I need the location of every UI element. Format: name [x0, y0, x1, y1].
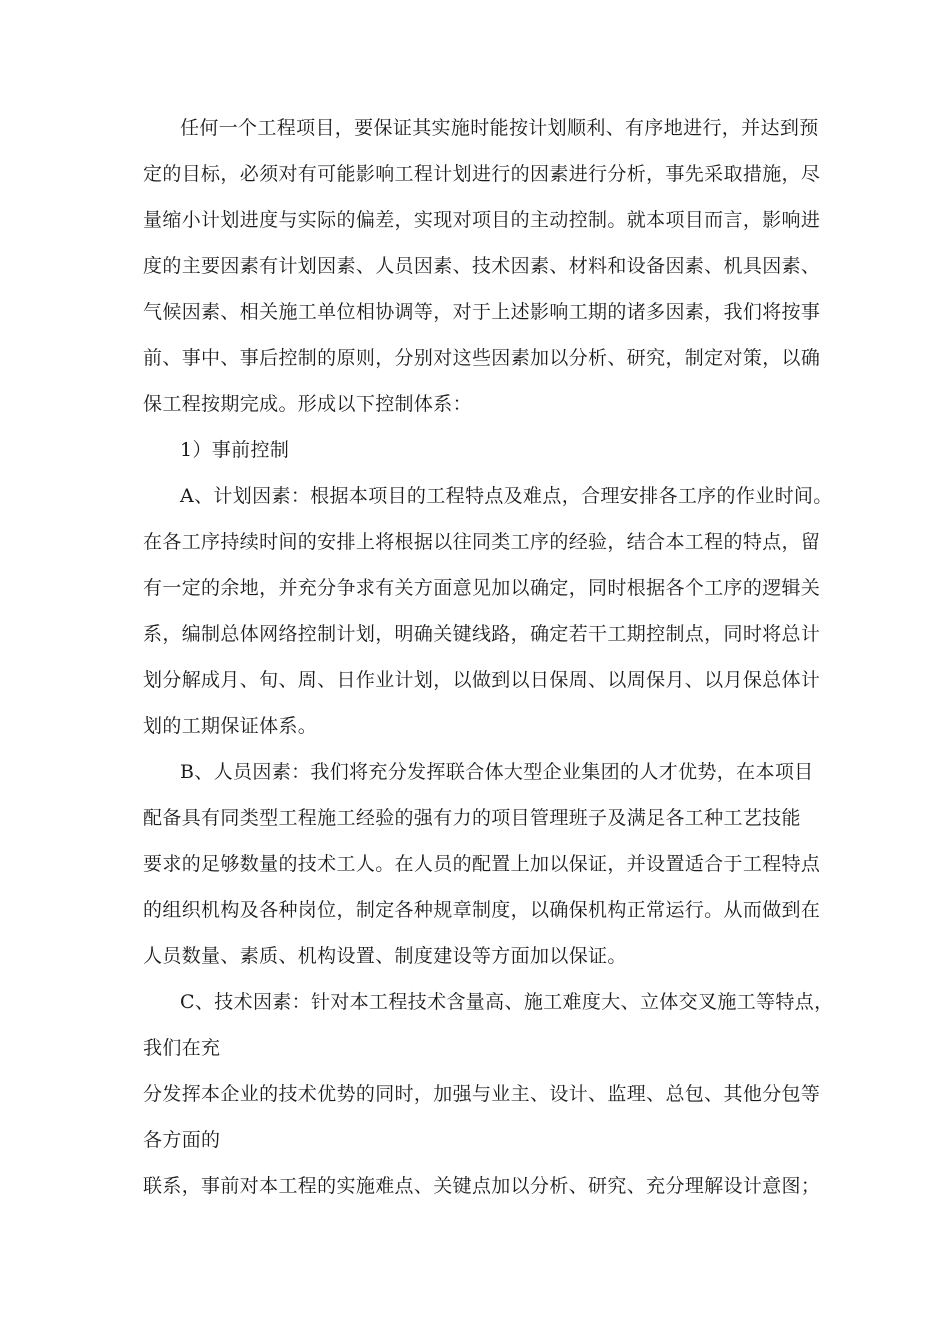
paragraph-1-line-2: 定的目标，必须对有可能影响工程计划进行的因素进行分析，事先采取措施，尽 — [143, 163, 821, 185]
paragraph-c-line-4: 各方面的 — [143, 1129, 221, 1151]
paragraph-a-line-4: 系，编制总体网络控制计划，明确关键线路，确定若干工期控制点，同时将总计 — [143, 623, 821, 645]
paragraph-c-line-3: 分发挥本企业的技术优势的同时，加强与业主、设计、监理、总包、其他分包等 — [143, 1083, 821, 1105]
paragraph-a-line-3: 有一定的余地，并充分争求有关方面意见加以确定，同时根据各个工序的逻辑关 — [143, 577, 821, 599]
paragraph-b-line-3: 要求的足够数量的技术工人。在人员的配置上加以保证，并设置适合于工程特点 — [143, 853, 821, 875]
paragraph-a-line-6: 划的工期保证体系。 — [143, 715, 318, 737]
paragraph-c-line-2: 我们在充 — [143, 1037, 221, 1059]
section-heading-pre-control: 1）事前控制 — [180, 439, 290, 461]
paragraph-1-line-4: 度的主要因素有计划因素、人员因素、技术因素、材料和设备因素、机具因素、 — [143, 255, 821, 277]
paragraph-1-line-5: 气候因素、相关施工单位相协调等，对于上述影响工期的诸多因素，我们将按事 — [143, 301, 821, 323]
paragraph-1-line-3: 量缩小计划进度与实际的偏差，实现对项目的主动控制。就本项目而言，影响进 — [143, 209, 821, 231]
paragraph-a-line-5: 划分解成月、旬、周、日作业计划，以做到以日保周、以周保月、以月保总体计 — [143, 669, 821, 691]
paragraph-a-line-1: A、计划因素：根据本项目的工程特点及难点，合理安排各工序的作业时间。 — [180, 485, 833, 507]
paragraph-a-line-2: 在各工序持续时间的安排上将根据以往同类工序的经验，结合本工程的特点，留 — [143, 531, 821, 553]
paragraph-1-line-7: 保工程按期完成。形成以下控制体系： — [143, 393, 472, 415]
paragraph-b-line-2: 配备具有同类型工程施工经验的强有力的项目管理班子及满足各工种工艺技能 — [143, 807, 801, 829]
paragraph-c-line-1: C、技术因素：针对本工程技术含量高、施工难度大、立体交叉施工等特点， — [180, 991, 834, 1013]
paragraph-b-line-4: 的组织机构及各种岗位，制定各种规章制度，以确保机构正常运行。从而做到在 — [143, 899, 821, 921]
paragraph-b-line-1: B、人员因素：我们将充分发挥联合体大型企业集团的人才优势，在本项目 — [180, 761, 814, 783]
paragraph-1-line-6: 前、事中、事后控制的原则，分别对这些因素加以分析、研究，制定对策，以确 — [143, 347, 821, 369]
paragraph-1-line-1: 任何一个工程项目，要保证其实施时能按计划顺利、有序地进行，并达到预 — [180, 117, 819, 139]
paragraph-c-line-5: 联系，事前对本工程的实施难点、关键点加以分析、研究、充分理解设计意图； — [143, 1175, 821, 1197]
paragraph-b-line-5: 人员数量、素质、机构设置、制度建设等方面加以保证。 — [143, 945, 627, 967]
